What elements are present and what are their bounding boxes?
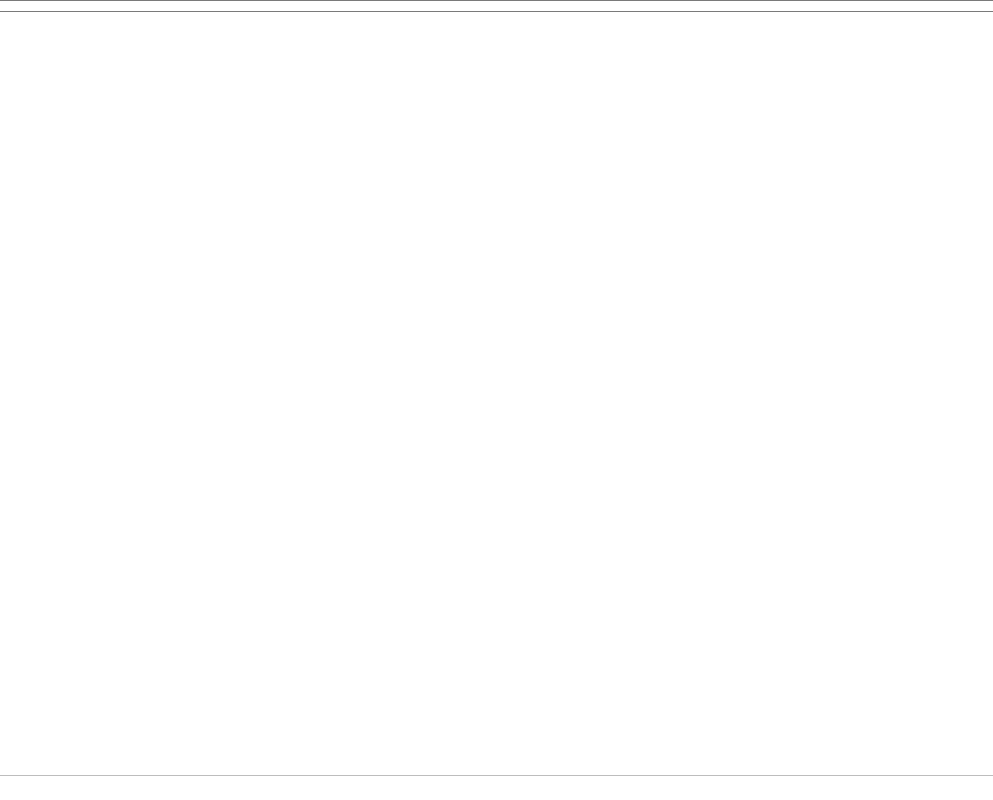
header-p-value bbox=[857, 1, 927, 12]
doi-label bbox=[0, 775, 993, 782]
header-cis-genes bbox=[437, 1, 693, 12]
header-beta bbox=[789, 1, 857, 12]
header-trans-genes bbox=[693, 1, 789, 12]
results-table bbox=[0, 0, 993, 12]
header-row bbox=[0, 1, 993, 12]
header-q-value bbox=[927, 1, 993, 12]
header-locus bbox=[0, 1, 57, 12]
header-cytogen bbox=[57, 1, 159, 12]
header-lead-snps bbox=[159, 1, 437, 12]
